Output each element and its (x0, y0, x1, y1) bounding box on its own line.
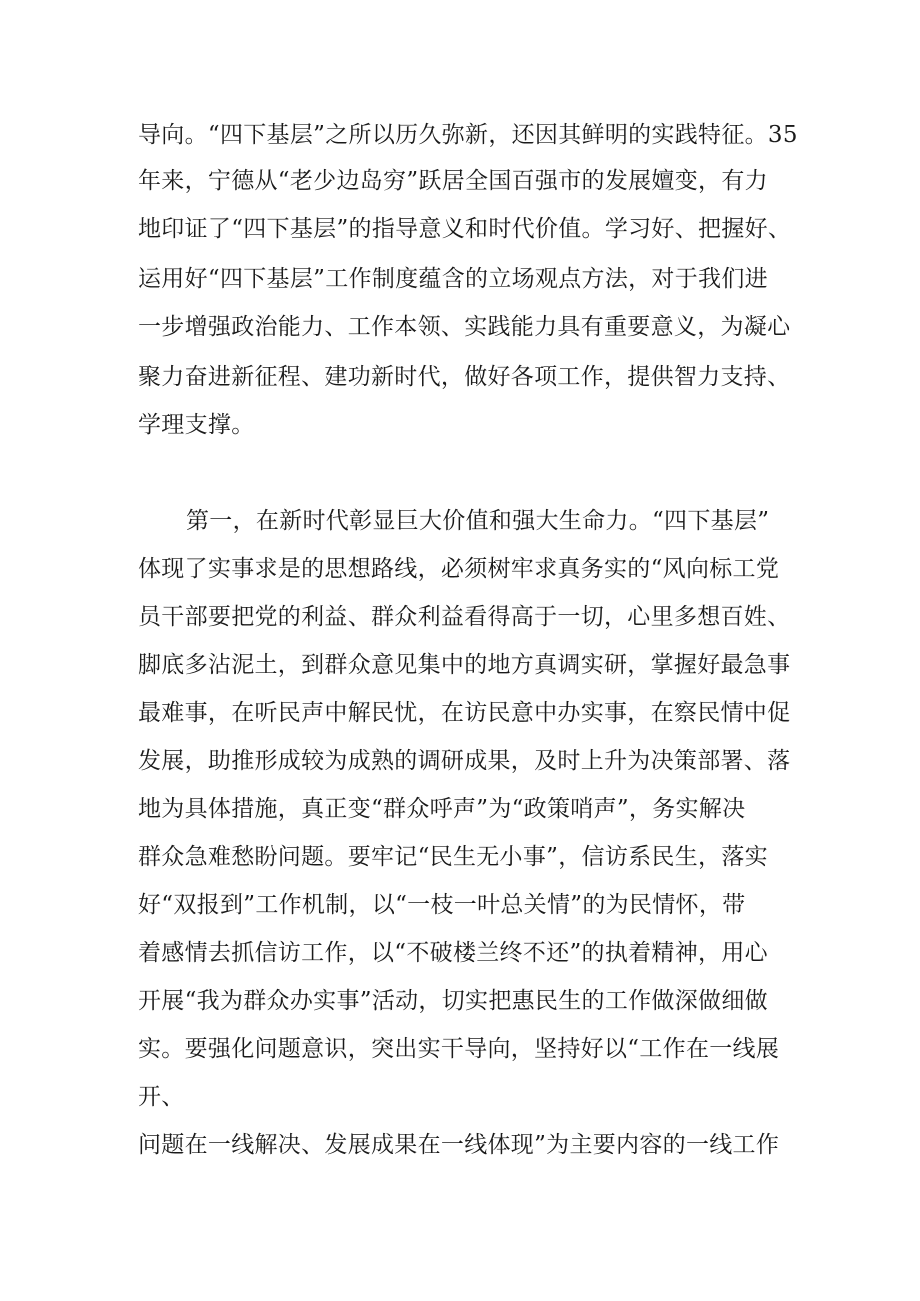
paragraph-line: 着感情去抓信访工作，以“不破楼兰终不还”的执着精神，用心 (138, 940, 768, 966)
paragraph-line: 发展，助推形成较为成熟的调研成果，及时上升为决策部署、落 (138, 748, 791, 774)
paragraph-line: 地为具体措施，真正变“群众呼声”为“政策哨声”，务实解决 (138, 796, 746, 822)
paragraph-line: 年来，宁德从“老少边岛穷”跃居全国百强市的发展嬗变，有力 (138, 168, 768, 194)
paragraph-line: 好“双报到”工作机制，以“一枝一叶总关情”的为民情怀，带 (138, 892, 746, 918)
paragraph-line: 实。要强化问题意识，突出实干导向，坚持好以“工作在一线展 (138, 1036, 780, 1062)
paragraph-line: 导向。“四下基层”之所以历久弥新，还因其鲜明的实践特征。35 (138, 122, 798, 148)
paragraph-line: 问题在一线解决、发展成果在一线体现”为主要内容的一线工作 (138, 1132, 780, 1158)
paragraph-line: 运用好“四下基层”工作制度蕴含的立场观点方法，对于我们进 (138, 266, 768, 292)
paragraph-line: 体现了实事求是的思想路线，必须树牢求真务实的“风向标工党 (138, 556, 780, 582)
paragraph-line: 聚力奋进新征程、建功新时代，做好各项工作，提供智力支持、 (138, 364, 791, 390)
paragraph-line: 第一，在新时代彰显巨大价值和强大生命力。“四下基层” (186, 508, 770, 534)
paragraph-line: 员干部要把党的利益、群众利益看得高于一切，心里多想百姓、 (138, 604, 791, 630)
paragraph-line: 一步增强政治能力、工作本领、实践能力具有重要意义，为凝心 (138, 314, 791, 340)
paragraph-line: 脚底多沾泥土，到群众意见集中的地方真调实研，掌握好最急事 (138, 652, 791, 678)
paragraph-line: 开、 (138, 1084, 185, 1110)
paragraph-line: 学理支撑。 (138, 412, 255, 438)
paragraph-line: 群众急难愁盼问题。要牢记“民生无小事”，信访系民生，落实 (138, 844, 768, 870)
paragraph-line: 地印证了“四下基层”的指导意义和时代价值。学习好、把握好、 (138, 216, 792, 242)
paragraph-line: 开展“我为群众办实事”活动，切实把惠民生的工作做深做细做 (138, 988, 768, 1014)
paragraph-line: 最难事，在听民声中解民忧，在访民意中办实事，在察民情中促 (138, 700, 791, 726)
